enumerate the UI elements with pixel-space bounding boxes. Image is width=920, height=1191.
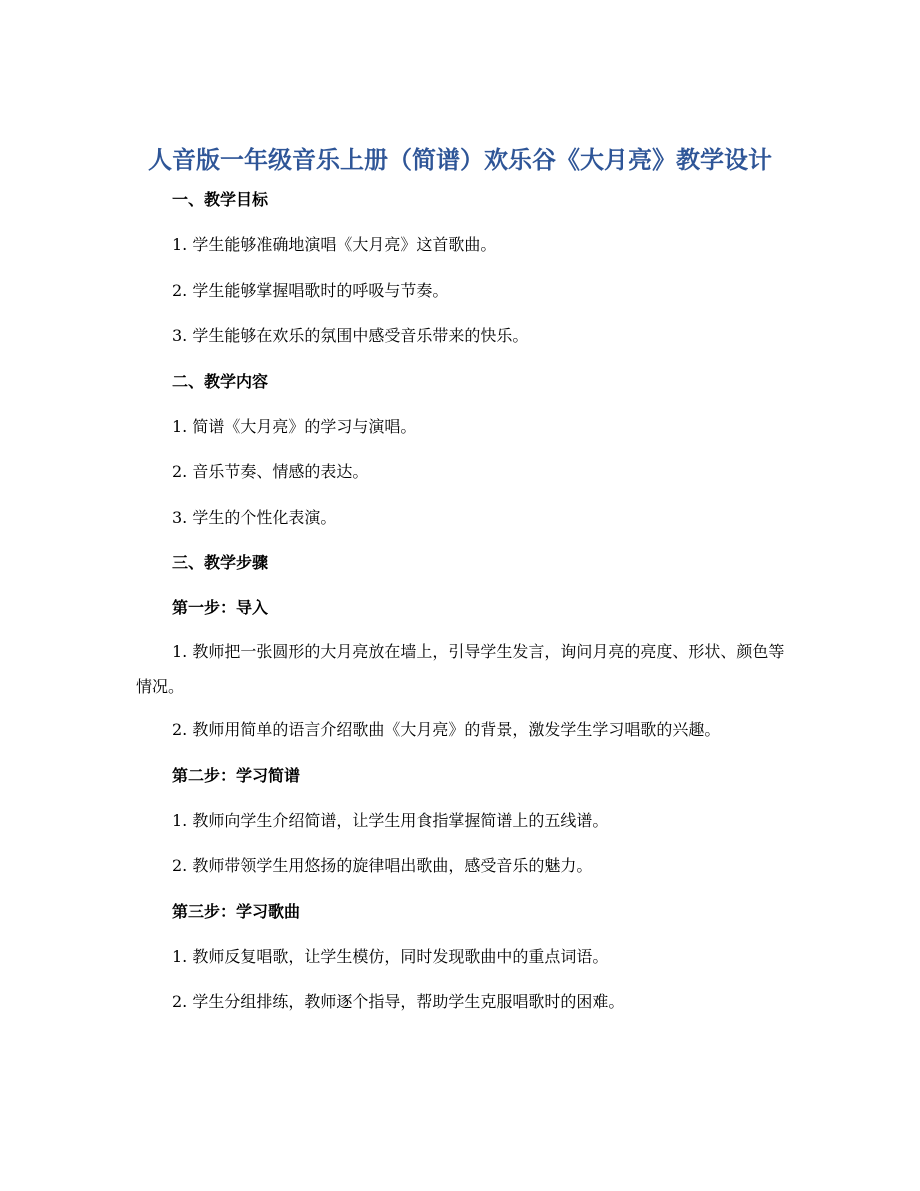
step3-item-2: 2. 学生分组排练，教师逐个指导，帮助学生克服唱歌时的困难。 — [172, 992, 625, 1011]
section-heading-content: 二、教学内容 — [172, 372, 269, 391]
goal-item-1: 1. 学生能够准确地演唱《大月亮》这首歌曲。 — [172, 235, 497, 254]
step2-item-1: 1. 教师向学生介绍简谱，让学生用食指掌握简谱上的五线谱。 — [172, 811, 609, 830]
step2-item-2: 2. 教师带领学生用悠扬的旋律唱出歌曲，感受音乐的魅力。 — [172, 856, 593, 875]
section-heading-steps: 三、教学步骤 — [172, 553, 269, 572]
step2-heading: 第二步：学习简谱 — [172, 766, 301, 785]
document-title: 人音版一年级音乐上册（简谱）欢乐谷《大月亮》教学设计 — [148, 145, 772, 174]
content-item-2: 2. 音乐节奏、情感的表达。 — [172, 462, 369, 481]
step3-heading: 第三步：学习歌曲 — [172, 902, 301, 921]
step3-item-1: 1. 教师反复唱歌，让学生模仿，同时发现歌曲中的重点词语。 — [172, 947, 609, 966]
content-item-1: 1. 简谱《大月亮》的学习与演唱。 — [172, 417, 417, 436]
step1-item-1: 1. 教师把一张圆形的大月亮放在墙上，引导学生发言，询问月亮的亮度、形状、颜色等情况。 — [136, 642, 785, 696]
step1-item-2: 2. 教师用简单的语言介绍歌曲《大月亮》的背景，激发学生学习唱歌的兴趣。 — [172, 720, 721, 739]
section-heading-goals: 一、教学目标 — [172, 190, 269, 209]
step1-heading: 第一步：导入 — [172, 598, 269, 617]
goal-item-3: 3. 学生能够在欢乐的氛围中感受音乐带来的快乐。 — [172, 326, 529, 345]
goal-item-2: 2. 学生能够掌握唱歌时的呼吸与节奏。 — [172, 281, 449, 300]
content-item-3: 3. 学生的个性化表演。 — [172, 508, 337, 527]
